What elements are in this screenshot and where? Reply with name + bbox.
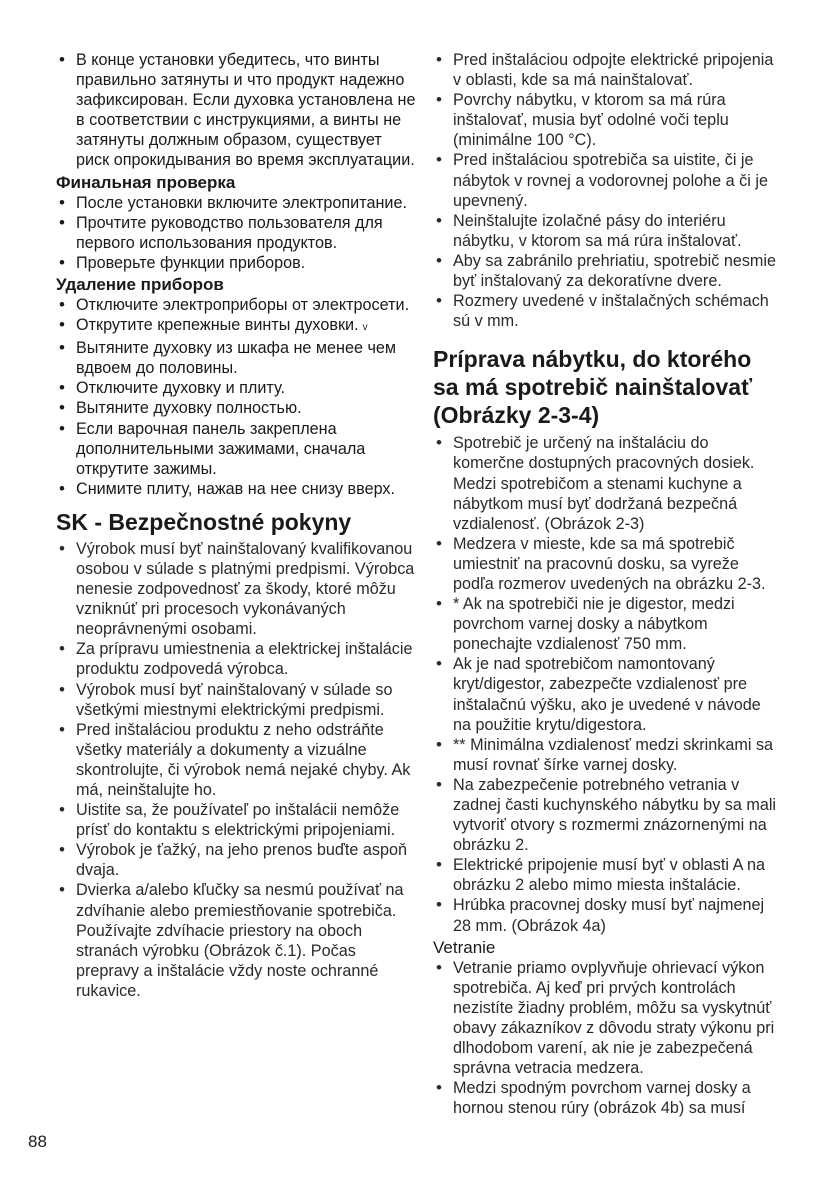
list-item	[56, 315, 416, 338]
final-check-heading: Финальная проверка	[56, 172, 236, 192]
furniture-prep-heading: Príprava nábytku, do ktorého sa má spotrebič nainštalovať (Obrázky 2-3-4)	[433, 346, 753, 429]
install-intro-list	[433, 50, 778, 331]
list-item: • Если варочная панель закреплена дополнительными зажимами, сначала открутите зажимы.	[56, 419, 416, 479]
list-item: • Вытяните духовку полностью.	[56, 398, 416, 418]
list-item: • * Ak na spotrebiči nie je digestor, medzi povrchom varnej dosky a nábytkom ponechajte vzdialenosť 750 mm.	[433, 594, 778, 654]
list-item: • Pred inštaláciou spotrebiča sa uistite, či je nábytok v rovnej a vodorovnej polohe a či je upevnený.	[433, 150, 778, 210]
list-item: • Za prípravu umiestnenia a elektrickej inštalácie produktu zodpovedá výrobca.	[56, 639, 416, 679]
list-item: • Dvierka a/alebo kľučky sa nesmú používať na zdvíhanie alebo premiestňovanie spotrebiča. Používajte zdvíhacie priestory na oboch stranách výrobku (Obrázok č.1). Počas prepravy a inštalácie vždy noste ochranné rukavice.	[56, 880, 416, 1001]
list-item: • Вытяните духовку из шкафа не менее чем вдвоем до половины.	[56, 338, 416, 378]
list-item: • Отключите духовку и плиту.	[56, 378, 416, 398]
list-item: • Uistite sa, že používateľ po inštalácii nemôže prísť do kontaktu s elektrickými pripojeniami.	[56, 800, 416, 840]
list-item-text: Открутите крепежные винты духовки.	[76, 316, 359, 335]
list-item: • После установки включите электропитание.	[56, 193, 416, 213]
list-item: • Прочтите руководство пользователя для первого использования продуктов.	[56, 213, 416, 253]
list-item: • Снимите плиту, нажав на нее снизу вверх.	[56, 479, 416, 499]
list-item: • Ak je nad spotrebičom namontovaný kryt/digestor, zabezpečte vzdialenosť pre inštalačnú výšku, ako je uvedené v návode na použitie krytu/digestora.	[433, 654, 778, 734]
ventilation-heading: Vetranie	[433, 937, 496, 957]
list-item: • Проверьте функции приборов.	[56, 253, 416, 273]
list-item: • Spotrebič je určený na inštaláciu do komerčne dostupných pracovných dosiek. Medzi spotrebičom a stenami kuchyne a nábytkom musí byť dodržaná bezpečná vzdialenosť. (Obrázok 2-3)	[433, 433, 778, 533]
right-column	[433, 50, 778, 1118]
list-item: • Výrobok musí byť nainštalovaný v súlade so všetkými miestnymi elektrickými predpismi.	[56, 680, 416, 720]
sk-safety-list	[56, 539, 416, 1001]
list-item: • Pred inštaláciou produktu z neho odstráňte všetky materiály a dokumenty a vizuálne skontrolujte, či výrobok nemá nejaké chyby. Ak má, neinštalujte ho.	[56, 720, 416, 800]
list-item: • ** Minimálna vzdialenosť medzi skrinkami sa musí rovnať šírke varnej dosky.	[433, 735, 778, 775]
list-item: • Отключите электроприборы от электросети.	[56, 295, 416, 315]
list-item: • Hrúbka pracovnej dosky musí byť najmenej 28 mm. (Obrázok 4a)	[433, 895, 778, 935]
list-item: • Výrobok je ťažký, na jeho prenos buďte aspoň dvaja.	[56, 840, 416, 880]
left-column	[56, 50, 416, 1001]
intro-list	[56, 50, 416, 171]
sk-safety-heading: SK - Bezpečnostné pokyny	[56, 508, 352, 535]
list-item: • Medzera v mieste, kde sa má spotrebič umiestniť na pracovnú dosku, sa vyreže podľa rozmerov uvedených na obrázku 2-3.	[433, 534, 778, 594]
removal-list	[56, 295, 416, 499]
list-item: • Výrobok musí byť nainštalovaný kvalifikovanou osobou v súlade s platnými predpismi. Výrobca nenesie zodpovednosť za škody, ktoré môžu vzniknúť pri procesoch vykonávaných neoprávnenými osobami.	[56, 539, 416, 639]
list-item: • Na zabezpečenie potrebného vetrania v zadnej časti kuchynského nábytku by sa mali vytvoriť otvory s rozmermi znázornenými na obrázku 2.	[433, 775, 778, 855]
list-item: • Pred inštaláciou odpojte elektrické pripojenia v oblasti, kde sa má nainštalovať.	[433, 50, 778, 90]
list-item: • Elektrické pripojenie musí byť v oblasti A na obrázku 2 alebo mimo miesta inštalácie.	[433, 855, 778, 895]
list-item: • Medzi spodným povrchom varnej dosky a hornou stenou rúry (obrázok 4b) sa musí	[433, 1078, 778, 1118]
list-item: • Neinštalujte izolačné pásy do interiéru nábytku, v ktorom sa má rúra inštalovať.	[433, 211, 778, 251]
list-item: • В конце установки убедитесь, что винты правильно затянуты и что продукт надежно зафиксирован. Если духовка установлена не в соответствии с инструкциями, а винты не затянуты должным образом, существует риск опрокидывания во время эксплуатации.	[56, 50, 416, 171]
removal-heading: Удаление приборов	[56, 274, 224, 294]
list-item: • Rozmery uvedené v inštalačných schémach sú v mm.	[433, 291, 778, 331]
list-item: • Vetranie priamo ovplyvňuje ohrievací výkon spotrebiča. Aj keď pri prvých kontrolách nezistíte žiadny problém, môžu sa vyskytnúť obavy zákazníkov z dôvodu straty výkonu pri dlhodobom varení, ak nie je zabezpečená správna vetracia medzera.	[433, 958, 778, 1079]
list-item-mark: v	[362, 322, 368, 334]
list-item: • Aby sa zabránilo prehriatiu, spotrebič nesmie byť inštalovaný za dekoratívne dvere.	[433, 251, 778, 291]
ventilation-list	[433, 958, 778, 1119]
list-item: • Povrchy nábytku, v ktorom sa má rúra inštalovať, musia byť odolné voči teplu (minimálne 100 °C).	[433, 90, 778, 150]
page-number: 88	[28, 1132, 47, 1151]
furniture-prep-list	[433, 433, 778, 935]
final-check-list	[56, 193, 416, 273]
